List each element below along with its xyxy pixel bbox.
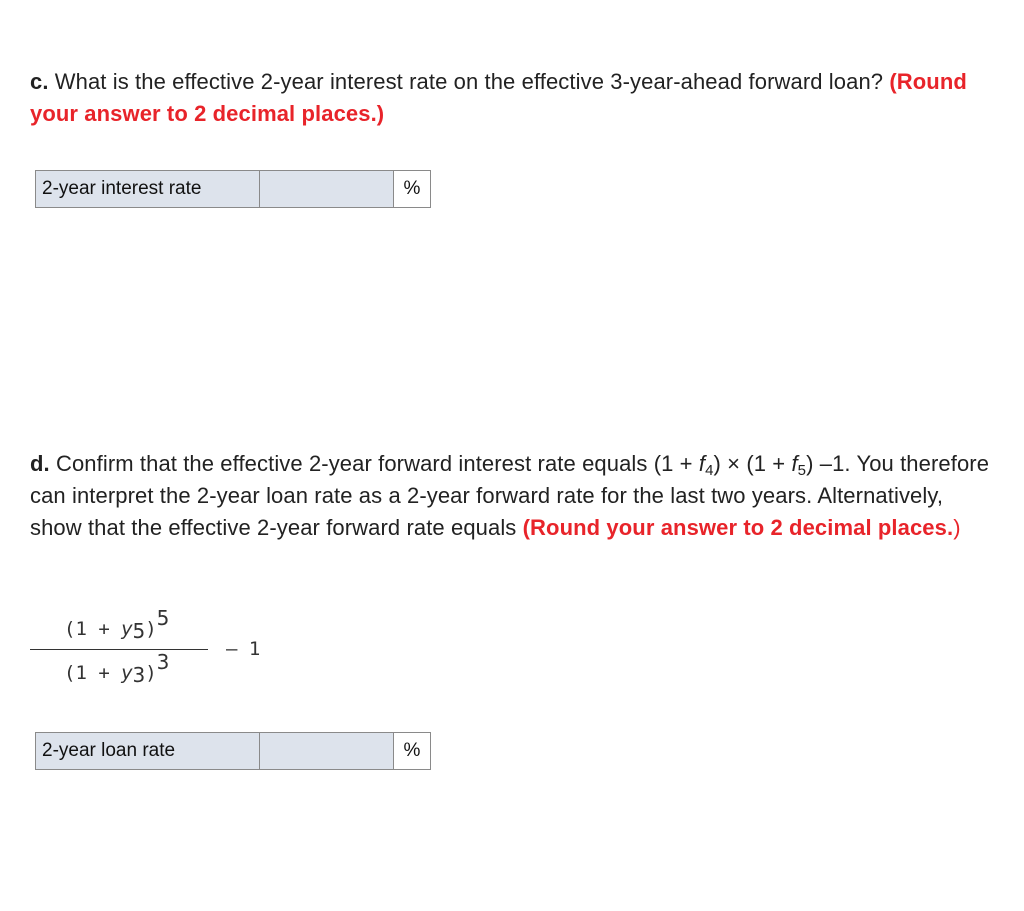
f5-variable: f <box>791 451 798 476</box>
loan-rate-input[interactable] <box>260 733 394 769</box>
f4-variable: f <box>698 451 706 476</box>
y3-variable: y <box>121 662 133 684</box>
question-d-label: d. <box>30 451 50 476</box>
y5-subscript: 5 <box>132 619 146 643</box>
question-c-text: What is the effective 2-year interest rate on the effective 3-year-ahead forward loan? <box>48 69 890 94</box>
fraction-bar <box>30 649 208 650</box>
question-c-instruction: (Round your answer to 2 decimal places.) <box>30 69 967 126</box>
f4-subscript: 4 <box>705 462 714 479</box>
answer-d-label: 2-year loan rate <box>36 733 260 769</box>
answer-row-c <box>35 170 431 208</box>
answer-row-d <box>35 732 431 770</box>
formula-denominator: (1 + y3)3 <box>64 650 170 687</box>
numerator-exponent: 5 <box>156 606 170 630</box>
question-d-instruction: (Round your answer to 2 decimal places. <box>522 515 954 540</box>
formula-numerator: (1 + y5)5 <box>64 606 170 643</box>
question-d-text-b: ) × (1 + <box>713 451 792 476</box>
y3-subscript: 3 <box>132 663 146 687</box>
question-d-text-c: ) –1. You therefore can interpret the 2-year loan rate as a 2-year forward rate for the last two years. Alternatively, show that the effective 2-year forward rate equals <box>30 451 990 540</box>
forward-rate-formula <box>30 608 290 692</box>
answer-c-unit: % <box>394 171 430 207</box>
y5-variable: y <box>121 618 133 640</box>
denominator-exponent: 3 <box>156 650 170 674</box>
question-d <box>30 448 990 544</box>
formula-minus-one: – 1 <box>226 638 261 660</box>
question-d-instruction-close: ) <box>953 515 961 540</box>
question-d-text-a: Confirm that the effective 2-year forward interest rate equals (1 + <box>49 451 699 476</box>
answer-c-label: 2-year interest rate <box>36 171 260 207</box>
interest-rate-input[interactable] <box>260 171 394 207</box>
question-c <box>30 66 990 130</box>
f5-subscript: 5 <box>797 462 807 479</box>
answer-d-unit: % <box>394 733 430 769</box>
question-c-label: c. <box>30 69 49 94</box>
